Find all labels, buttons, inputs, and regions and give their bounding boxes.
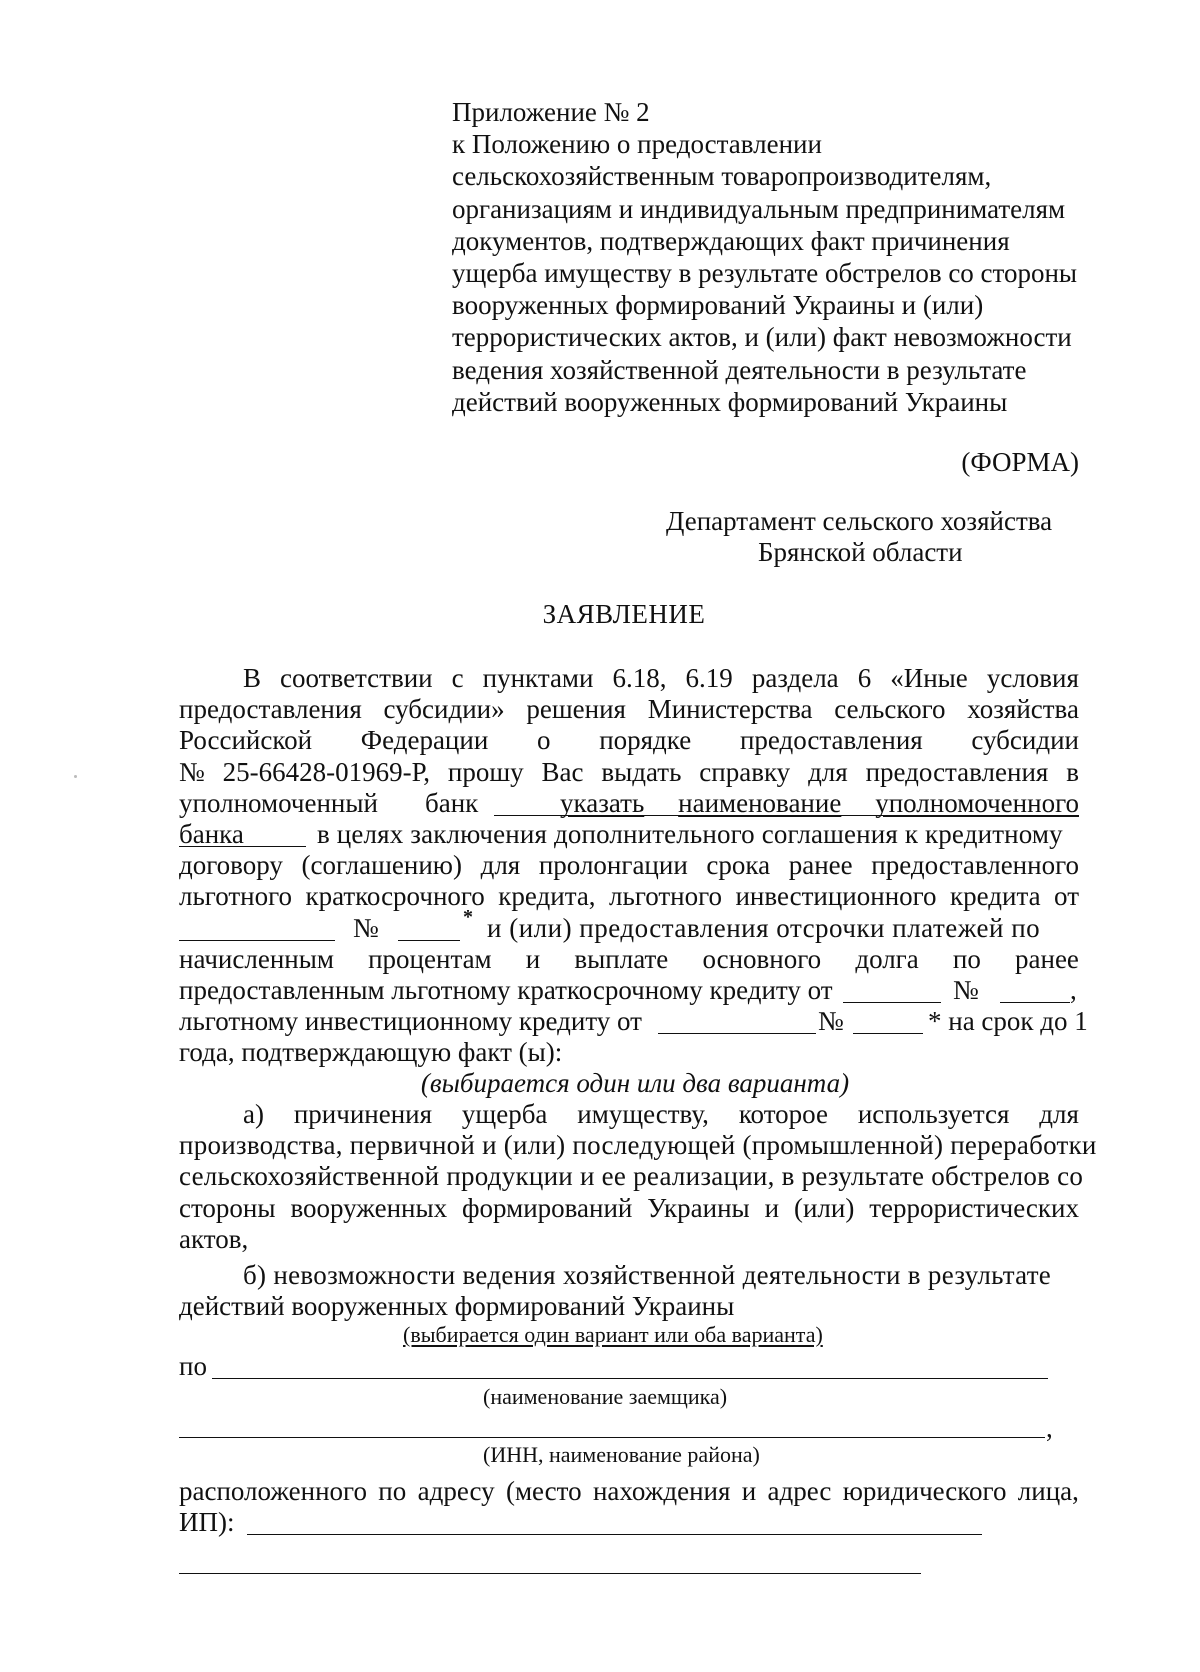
comma: , — [1070, 975, 1077, 1005]
short-credit-number-field[interactable] — [1000, 1002, 1070, 1003]
body-line-5-bank: банк — [425, 788, 479, 818]
borrower-prefix: по — [179, 1351, 207, 1381]
scan-dot — [74, 775, 77, 778]
credit-date-field[interactable] — [179, 940, 335, 941]
document-title: ЗАЯВЛЕНИЕ — [542, 599, 706, 629]
body-line-2: предоставления субсидии» решения Министерства сельского хозяйства — [179, 694, 1079, 724]
appendix-line: организациям и индивидуальным предпринимателям — [452, 193, 1066, 224]
body-line-9: и (или) предоставления отсрочки платежей по — [487, 913, 1041, 943]
inn-district-field[interactable] — [179, 1437, 1045, 1438]
number-sign: № — [818, 1006, 844, 1036]
borrower-name-field[interactable] — [212, 1378, 1048, 1379]
option-a-line-4: стороны вооруженных формирований Украины и (или) террористических — [179, 1193, 1079, 1223]
body-line-11: предоставленным льготному краткосрочному кредиту от — [179, 975, 833, 1005]
body-line-8: льготного краткосрочного кредита, льготного инвестиционного кредита от — [179, 881, 1079, 911]
addressee-line-2: Брянской области — [758, 537, 963, 567]
appendix-line: действий вооруженных формирований Украины — [452, 386, 1008, 417]
variant-note: (выбирается один или два варианта) — [420, 1068, 850, 1098]
invest-credit-number-field[interactable] — [853, 1033, 923, 1034]
appendix-line: сельскохозяйственным товаропроизводителям, — [452, 161, 992, 192]
body-line-7: договору (соглашению) для пролонгации срока ранее предоставленного — [179, 850, 1079, 880]
bank-hint-cont: банка — [179, 819, 244, 849]
option-a-line-1: а) причинения ущерба имуществу, которое используется для — [243, 1099, 1079, 1129]
body-line-4: № 25-66428-01969-Р, прошу Вас выдать справку для предоставления в — [179, 757, 1079, 787]
appendix-number: Приложение № 2 — [452, 97, 650, 127]
number-sign: № — [953, 975, 979, 1005]
body-line-3: Российской Федерации о порядке предоставления субсидии — [179, 725, 1079, 755]
appendix-line: вооруженных формирований Украины и (или) — [452, 290, 984, 321]
credit-number-field[interactable] — [398, 940, 460, 941]
option-a-line-5: актов, — [179, 1224, 249, 1254]
appendix-line: к Положению о предоставлении — [452, 129, 822, 160]
address-field-2[interactable] — [179, 1573, 921, 1574]
bank-name-hint: указать наименование уполномоченного — [560, 788, 1079, 818]
borrower-caption: (наименование заемщика) — [483, 1384, 728, 1409]
address-line-1: расположенного по адресу (место нахождения и адрес юридического лица, — [179, 1476, 1079, 1506]
short-credit-date-field[interactable] — [843, 1002, 941, 1003]
body-line-10: начисленным процентам и выплате основного долга по ранее — [179, 944, 1079, 974]
form-label: (ФОРМА) — [961, 447, 1079, 477]
body-line-12: льготному инвестиционному кредиту от — [179, 1006, 642, 1036]
bank-name-blank-2[interactable] — [179, 846, 306, 847]
body-line-6: в целях заключения дополнительного соглашения к кредитному — [317, 819, 1063, 849]
appendix-line: ущерба имуществу в результате обстрелов со стороны — [452, 258, 1078, 289]
addressee-line-1: Департамент сельского хозяйства — [666, 506, 1053, 536]
appendix-block — [452, 96, 1077, 418]
number-sign: № — [353, 913, 379, 943]
body-line-12-end: * на срок до 1 — [928, 1006, 1088, 1036]
inn-comma: , — [1046, 1413, 1053, 1443]
option-b-line-2: действий вооруженных формирований Украины — [179, 1291, 735, 1321]
address-prefix: ИП): — [179, 1507, 235, 1537]
footnote-star: * — [463, 906, 473, 928]
address-field[interactable] — [247, 1534, 982, 1535]
inn-caption: (ИНН, наименование района) — [483, 1442, 760, 1467]
body-line-1: В соответствии с пунктами 6.18, 6.19 раздела 6 «Иные условия — [243, 663, 1079, 693]
appendix-line: террористических актов, и (или) факт невозможности — [452, 322, 1072, 353]
body-line-5: уполномоченный — [179, 788, 378, 818]
appendix-line: ведения хозяйственной деятельности в результате — [452, 354, 1027, 385]
body-line-13: года, подтверждающую факт (ы): — [179, 1037, 563, 1067]
variant-note-2: (выбирается один вариант или оба варианта) — [403, 1322, 823, 1347]
appendix-line: документов, подтверждающих факт причинения — [452, 225, 1010, 256]
option-a-line-3: сельскохозяйственной продукции и ее реализации, в результате обстрелов со — [179, 1161, 1084, 1191]
option-a-line-2: производства, первичной и (или) последующей (промышленной) переработки — [179, 1130, 1097, 1160]
option-b-line-1: б) невозможности ведения хозяйственной деятельности в результате — [243, 1260, 1052, 1290]
invest-credit-date-field[interactable] — [658, 1033, 816, 1034]
